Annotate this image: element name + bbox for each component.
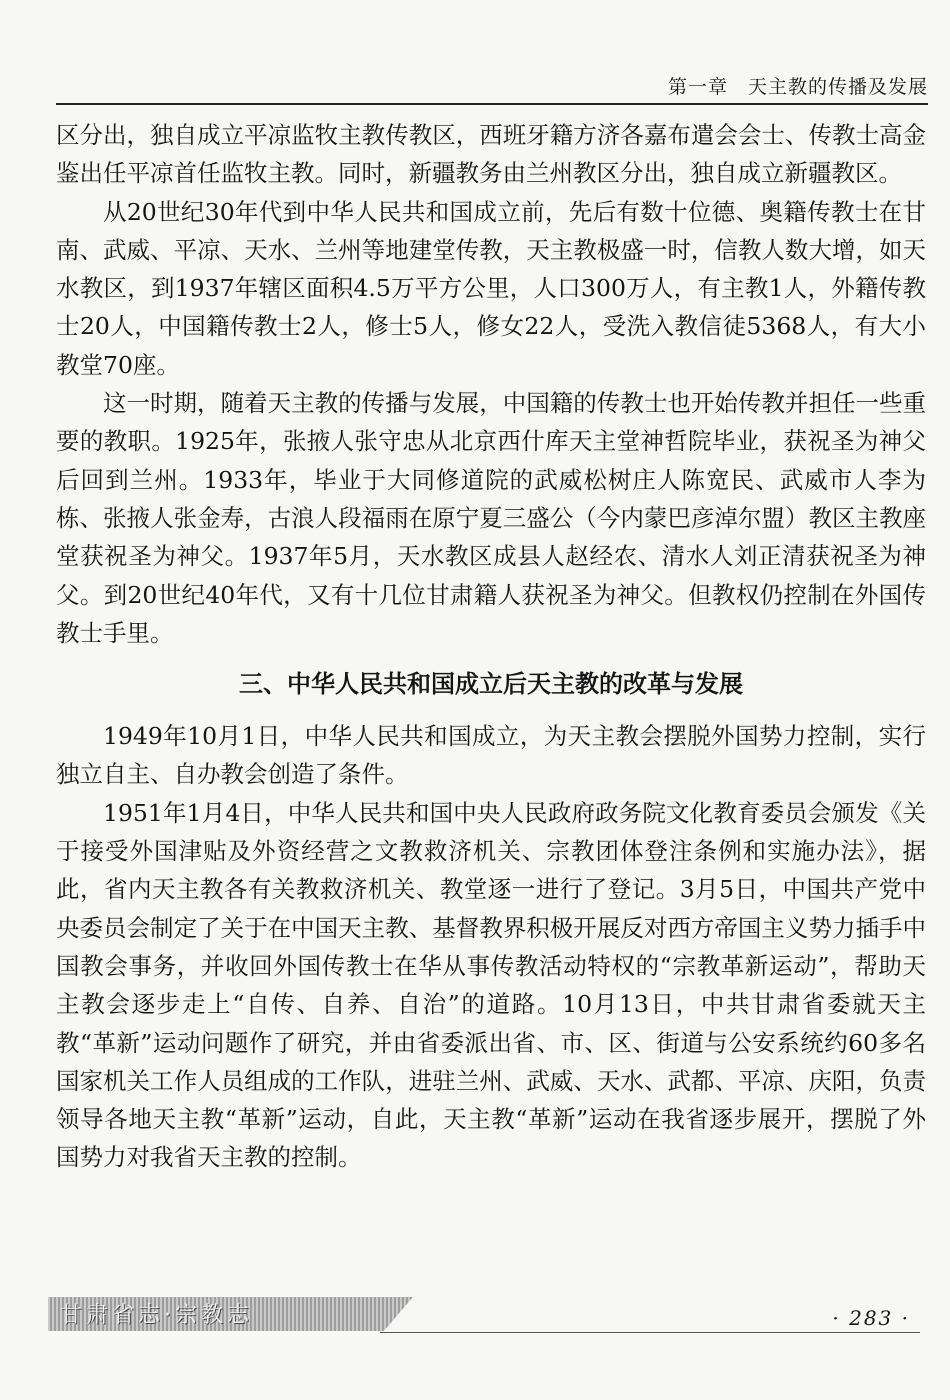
paragraph: 1949年10月1日，中华人民共和国成立，为天主教会摆脱外国势力控制，实行独立自主、自办教会创造了条件。 — [56, 722, 926, 789]
running-header: 第一章 天主教的传播及发展 — [667, 76, 928, 98]
page-number: · 283 · — [832, 1306, 910, 1330]
footer-rule — [380, 1332, 920, 1333]
body-text — [56, 116, 926, 1177]
footer-book-title: 甘肃省志·宗教志 — [60, 1303, 253, 1328]
section-heading: 三、中华人民共和国成立后天主教的改革与发展 — [239, 670, 743, 699]
paragraph: 这一时期，随着天主教的传播与发展，中国籍的传教士也开始传教并担任一些重要的教职。1925年，张掖人张守忠从北京西什库天主堂神哲院毕业，获祝圣为神父后回到兰州。1933年，毕业于大同修道院的武威松树庄人陈宽民、武威市人李为栋、张掖人张金寿，古浪人段福雨在原宁夏三盛公（今内蒙巴彦淖尔盟）教区主教座堂获祝圣为神父。1937年5月，天水教区成县人赵经农、清水人刘正清获祝圣为神父。到20世纪40年代，又有十几位甘肃籍人获祝圣为神父。但教权仍控制在外国传教士手里。 — [56, 389, 926, 647]
paragraph: 从20世纪30年代到中华人民共和国成立前，先后有数十位德、奥籍传教士在甘南、武威、平凉、天水、兰州等地建堂传教，天主教极盛一时，信教人数大增，如天水教区，到1937年辖区面积4.5万平方公里，人口300万人，有主教1人，外籍传教士20人，中国籍传教士2人，修士5人，修女22人，受洗入教信徒5368人，有大小教堂70座。 — [56, 197, 926, 379]
paragraph: 1951年1月4日，中华人民共和国中央人民政府政务院文化教育委员会颁发《关于接受外国津贴及外资经营之文教救济机关、宗教团体登注条例和实施办法》，据此，省内天主教各有关教救济机关、教堂逐一进行了登记。3月5日，中国共产党中央委员会制定了关于在中国天主教、基督教界积极开展反对西方帝国主义势力插手中国教会事务，并收回外国传教士在华从事传教活动特权的“宗教革新运动”，帮助天主教会逐步走上“自传、自养、自治”的道路。10月13日，中共甘肃省委就天主教“革新”运动问题作了研究，并由省委派出省、市、区、街道与公安系统约60多名国家机关工作人员组成的工作队，进驻兰州、武威、天水、武都、平凉、庆阳，负责领导各地天主教“革新”运动，自此，天主教“革新”运动在我省逐步展开，摆脱了外国势力对我省天主教的控制。 — [56, 798, 926, 1172]
header-rule — [56, 103, 928, 105]
paragraph-continued: 区分出，独自成立平凉监牧主教传教区，西班牙籍方济各嘉布遣会会士、传教士高金鉴出任平凉首任监牧主教。同时，新疆教务由兰州教区分出，独自成立新疆教区。 — [56, 121, 926, 188]
